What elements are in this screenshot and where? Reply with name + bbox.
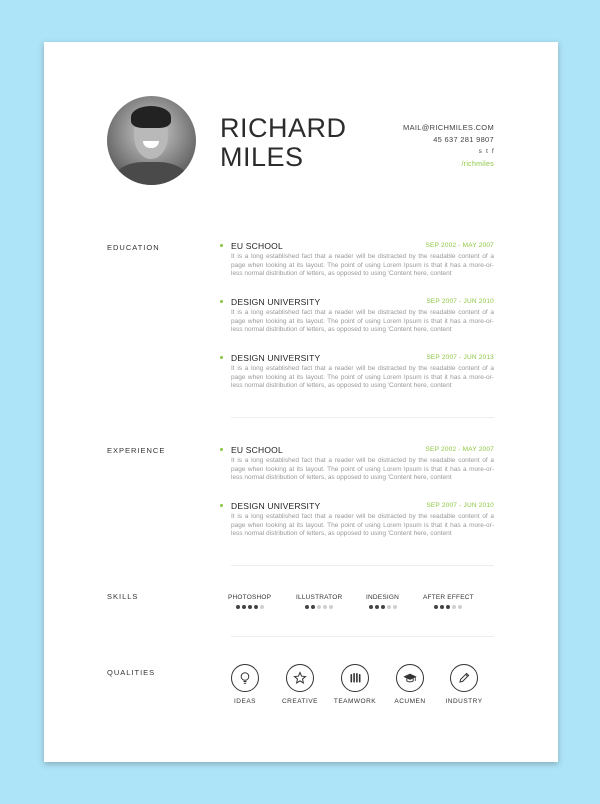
entry-title: DESIGN UNIVERSITY	[231, 353, 321, 363]
rating-dot-empty	[323, 605, 327, 609]
pencil-icon	[457, 671, 471, 685]
rating-dot-filled	[236, 605, 240, 609]
profile-photo	[107, 96, 196, 185]
rating-dot-empty	[329, 605, 333, 609]
entry-date: SEP 2002 - MAY 2007	[425, 242, 494, 249]
rating-dot-filled	[311, 605, 315, 609]
rating-dot-empty	[452, 605, 456, 609]
bullet	[220, 504, 223, 507]
rating-dot-filled	[254, 605, 258, 609]
skype-icon[interactable]: s	[478, 149, 483, 155]
skill-illustrator	[296, 594, 342, 609]
contact-block	[403, 123, 494, 168]
rating-dot-filled	[375, 605, 379, 609]
rating-dot-empty	[387, 605, 391, 609]
section-skills-label: SKILLS	[107, 592, 139, 601]
bullet	[220, 448, 223, 451]
phone-number: 45 637 281 9807	[433, 135, 494, 144]
entry-description: It is a long established fact that a reader will be distracted by the readable content of a page when looking at its layout. The point of using Lorem Ipsum is that it has a more-or-less normal distribution of letters, as opposed to using 'Content here, content	[231, 513, 494, 538]
section-experience-label: EXPERIENCE	[107, 446, 166, 455]
skill-rating	[296, 605, 342, 609]
bullet	[220, 300, 223, 303]
lightbulb-icon	[238, 671, 252, 685]
entry-title: DESIGN UNIVERSITY	[231, 501, 321, 511]
resume-sheet	[44, 42, 558, 762]
skill-rating	[366, 605, 399, 609]
entry-description: It is a long established fact that a reader will be distracted by the readable content of a page when looking at its layout. The point of using Lorem Ipsum is that it has a more-or-less normal distribution of letters, as opposed to using 'Content here, content	[231, 309, 494, 334]
quality-label: INDUSTRY	[445, 698, 483, 705]
quality-creative	[275, 664, 325, 705]
rating-dot-filled	[446, 605, 450, 609]
skill-label: ILLUSTRATOR	[296, 594, 343, 601]
quality-label: ACUMEN	[394, 698, 426, 705]
rating-dot-empty	[393, 605, 397, 609]
first-name: RICHARD	[220, 113, 347, 143]
section-education-label: EDUCATION	[107, 243, 160, 252]
full-name	[220, 114, 347, 172]
facebook-icon[interactable]: f	[492, 149, 494, 155]
rating-dot-empty	[260, 605, 264, 609]
divider	[231, 636, 494, 637]
quality-teamwork	[330, 664, 380, 705]
rating-dot-filled	[434, 605, 438, 609]
entry-description: It is a long established fact that a reader will be distracted by the readable content of a page when looking at its layout. The point of using Lorem Ipsum is that it has a more-or-less normal distribution of letters, as opposed to using 'Content here, content	[231, 365, 494, 390]
entry-date: SEP 2007 - JUN 2013	[426, 354, 494, 361]
skill-label: AFTER EFFECT	[423, 594, 474, 601]
quality-industry	[439, 664, 489, 705]
quality-label: CREATIVE	[281, 698, 319, 705]
entry-date: SEP 2007 - JUN 2010	[426, 298, 494, 305]
skill-label: INDESIGN	[366, 594, 400, 601]
entry-description: It is a long established fact that a reader will be distracted by the readable content of a page when looking at its layout. The point of using Lorem Ipsum is that it has a more-or-less normal distribution of letters, as opposed to using 'Content here, content	[231, 457, 494, 482]
bullet	[220, 356, 223, 359]
section-qualities-label: QUALITIES	[107, 668, 156, 677]
entry-title: EU SCHOOL	[231, 241, 283, 251]
team-icon	[348, 671, 362, 685]
rating-dot-filled	[381, 605, 385, 609]
rating-dot-filled	[440, 605, 444, 609]
social-links	[403, 147, 494, 157]
skill-rating	[423, 605, 474, 609]
last-name: MILES	[220, 142, 304, 172]
graduation-cap-icon	[403, 671, 417, 685]
skill-rating	[228, 605, 271, 609]
social-handle[interactable]: /richmiles	[461, 161, 494, 168]
divider	[231, 417, 494, 418]
skill-label: PHOTOSHOP	[228, 594, 272, 601]
rating-dot-filled	[369, 605, 373, 609]
quality-acumen	[385, 664, 435, 705]
quality-ideas	[220, 664, 270, 705]
bullet	[220, 244, 223, 247]
skill-photoshop	[228, 594, 271, 609]
entry-date: SEP 2002 - MAY 2007	[425, 446, 494, 453]
twitter-icon[interactable]: t	[486, 149, 489, 155]
quality-label: TEAMWORK	[333, 698, 377, 705]
rating-dot-filled	[242, 605, 246, 609]
entry-title: DESIGN UNIVERSITY	[231, 297, 321, 307]
entry-description: It is a long established fact that a reader will be distracted by the readable content of a page when looking at its layout. The point of using Lorem Ipsum is that it has a more-or-less normal distribution of letters, as opposed to using 'Content here, content	[231, 253, 494, 278]
rating-dot-empty	[317, 605, 321, 609]
star-icon	[293, 671, 307, 685]
entry-date: SEP 2007 - JUN 2010	[426, 502, 494, 509]
skill-indesign	[366, 594, 399, 609]
skill-after-effect	[423, 594, 474, 609]
rating-dot-empty	[458, 605, 462, 609]
email-link[interactable]: MAIL@RICHMILES.COM	[403, 123, 494, 132]
rating-dot-filled	[248, 605, 252, 609]
divider	[231, 565, 494, 566]
entry-title: EU SCHOOL	[231, 445, 283, 455]
rating-dot-filled	[305, 605, 309, 609]
quality-label: IDEAS	[233, 698, 256, 705]
